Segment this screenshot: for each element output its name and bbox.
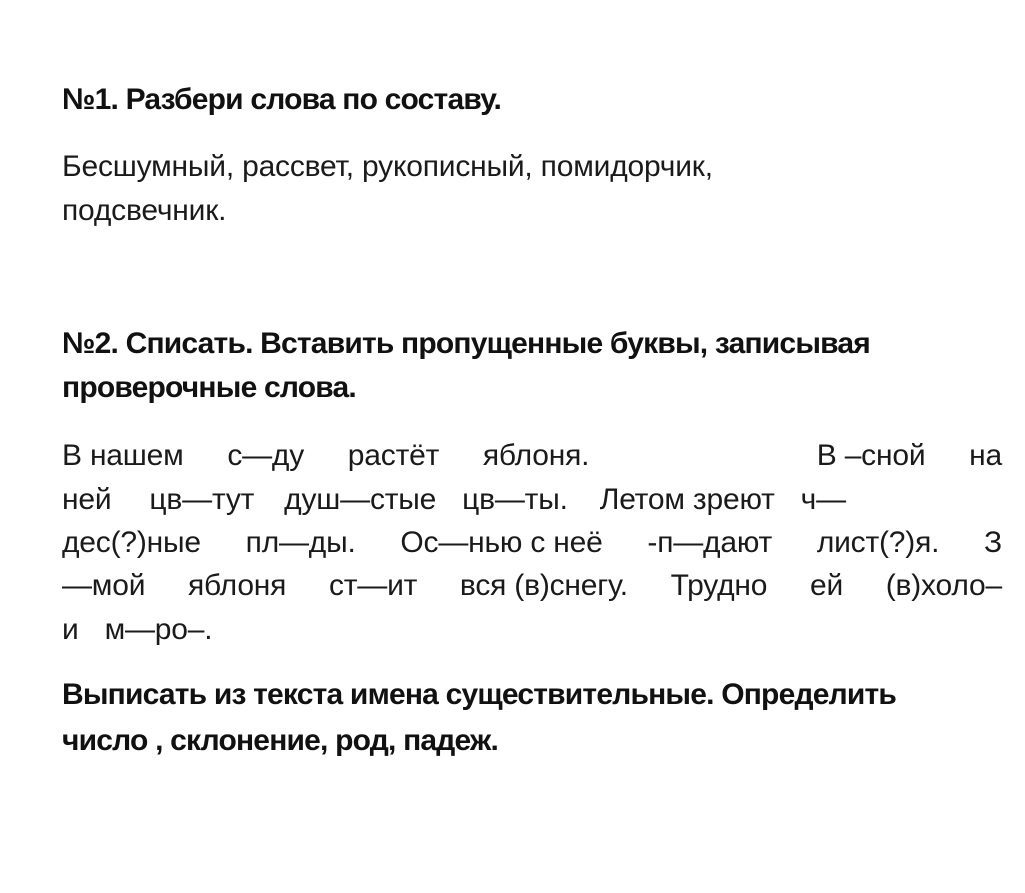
text-word: Летом зреют bbox=[599, 483, 775, 516]
text-word: (в)холо– bbox=[885, 569, 1002, 602]
text-word: цв—тут bbox=[149, 483, 255, 516]
text-word: яблоня bbox=[188, 569, 287, 602]
text-word: и bbox=[62, 613, 79, 646]
task2-title-line-2: проверочные слова. bbox=[62, 371, 356, 404]
text-word: ст—ит bbox=[328, 569, 418, 602]
task2-text-line bbox=[62, 521, 1002, 565]
text-word: —мой bbox=[62, 569, 146, 602]
text-word: м—ро–. bbox=[104, 613, 213, 646]
worksheet-page bbox=[62, 0, 1007, 893]
text-word: З bbox=[984, 526, 1002, 559]
task2-title-line-1: №2. Списать. Вставить пропущенные буквы, записывая bbox=[62, 327, 870, 360]
task2-text-line bbox=[62, 478, 846, 522]
task1-words-line-2: подсвечник. bbox=[62, 194, 227, 227]
text-word: В –сной bbox=[816, 439, 926, 472]
task2-text-line bbox=[62, 564, 1002, 608]
text-word: вся (в)снегу. bbox=[459, 569, 628, 602]
task3-title-line-1: Выписать из текста имена существительные. Определить bbox=[62, 678, 897, 711]
task2-text-line bbox=[62, 434, 1002, 478]
text-word: В нашем bbox=[62, 439, 184, 472]
text-word: Ос—нью с неё bbox=[400, 526, 603, 559]
text-word: пл—ды. bbox=[245, 526, 356, 559]
text-word: с—ду bbox=[227, 439, 305, 472]
text-word: ей bbox=[809, 569, 843, 602]
text-word: на bbox=[969, 439, 1002, 472]
task3-title-line-2: число , склонение, род, падеж. bbox=[62, 724, 499, 757]
text-word: -п—дают bbox=[647, 526, 773, 559]
text-word: цв—ты. bbox=[462, 483, 568, 516]
text-word: дес(?)ные bbox=[62, 526, 201, 559]
text-word: яблоня. bbox=[482, 439, 590, 472]
text-word: ней bbox=[62, 483, 112, 516]
task1-words-line-1: Бесшумный, рассвет, рукописный, помидорчик, bbox=[62, 150, 713, 183]
text-word bbox=[633, 434, 773, 478]
task1-title: №1. Разбери слова по составу. bbox=[62, 83, 502, 116]
text-word: растёт bbox=[347, 439, 440, 472]
text-word: ч— bbox=[800, 483, 846, 516]
text-word: лист(?)я. bbox=[816, 526, 940, 559]
text-word: душ—стые bbox=[284, 483, 437, 516]
text-word: Трудно bbox=[670, 569, 768, 602]
task2-text-line bbox=[62, 608, 212, 652]
